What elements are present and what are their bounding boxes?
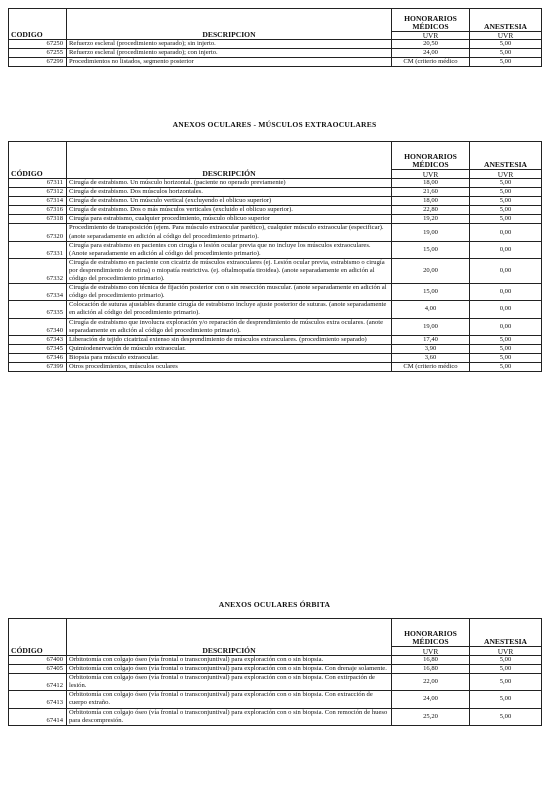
table-row	[9, 258, 542, 283]
anesthesia-value: 0,00	[470, 301, 542, 318]
table-row	[9, 49, 542, 58]
procedures-table-1	[8, 8, 542, 67]
description-header: DESCRIPCION	[67, 9, 392, 40]
procedure-description: Refuerzo escleral (procedimiento separado); sin injerto.	[67, 40, 392, 49]
fee-value: 24,00	[392, 49, 470, 58]
table-row	[9, 215, 542, 224]
procedure-code: 67334	[9, 284, 67, 301]
fees-header: HONORARIOS MÉDICOS	[392, 142, 470, 170]
anesthesia-value: 5,00	[470, 215, 542, 224]
uvr-unit: UVR	[392, 647, 470, 656]
fee-value: 15,00	[392, 241, 470, 258]
procedure-code: 67318	[9, 215, 67, 224]
fee-value: 22,80	[392, 206, 470, 215]
procedure-description: Cirugía para estrabismo en pacientes con cirugía o lesión ocular previa que no incluye los músculos extraoculares. (Anote separadamente en adición al código del procedimiento primario).	[67, 241, 392, 258]
procedure-code: 67340	[9, 318, 67, 335]
fee-value: 3,60	[392, 353, 470, 362]
table-row	[9, 344, 542, 353]
fee-value: 15,00	[392, 284, 470, 301]
fee-value: 24,00	[392, 691, 470, 708]
procedure-description: Quimiodenervación de músculo extraocular.	[67, 344, 392, 353]
anesthesia-header: ANESTESIA	[470, 9, 542, 32]
procedure-code: 67316	[9, 206, 67, 215]
anesthesia-value: 5,00	[470, 691, 542, 708]
procedure-code: 67311	[9, 179, 67, 188]
table-row	[9, 362, 542, 371]
fee-value: CM (criterio médico	[392, 58, 470, 67]
procedure-code: 67399	[9, 362, 67, 371]
anesthesia-header: ANESTESIA	[470, 619, 542, 647]
fee-value: 22,00	[392, 674, 470, 691]
anesthesia-header: ANESTESIA	[470, 142, 542, 170]
procedure-code: 67335	[9, 301, 67, 318]
anesthesia-value: 0,00	[470, 318, 542, 335]
procedure-description: Otros procedimientos, músculos oculares	[67, 362, 392, 371]
description-header: DESCRIPCIÓN	[67, 619, 392, 656]
anesthesia-value: 5,00	[470, 353, 542, 362]
procedure-description: Biopsia para músculo extraocular.	[67, 353, 392, 362]
table-row	[9, 656, 542, 665]
fee-value: 25,20	[392, 708, 470, 725]
table-row	[9, 353, 542, 362]
anesthesia-value: 5,00	[470, 206, 542, 215]
anesthesia-value: 0,00	[470, 241, 542, 258]
fee-value: 16,80	[392, 665, 470, 674]
anesthesia-value: 5,00	[470, 344, 542, 353]
procedure-description: Orbitotomía con colgajo óseo (vía frontal o transconjuntival) para exploración con o sin biopsia.	[67, 656, 392, 665]
fee-value: CM (criterio médico	[392, 362, 470, 371]
table-row	[9, 179, 542, 188]
fee-value: 17,40	[392, 335, 470, 344]
table-row	[9, 284, 542, 301]
anesthesia-value: 5,00	[470, 665, 542, 674]
table-row	[9, 301, 542, 318]
table-row	[9, 708, 542, 725]
table-row	[9, 691, 542, 708]
procedure-code: 67413	[9, 691, 67, 708]
procedure-code: 67412	[9, 674, 67, 691]
description-header: DESCRIPCIÓN	[67, 142, 392, 179]
anesthesia-value: 5,00	[470, 708, 542, 725]
fee-value: 20,00	[392, 258, 470, 283]
procedure-code: 67400	[9, 656, 67, 665]
procedure-description: Cirugía de estrabismo que involucra exploración y/o reparación de desprendimiento de músculos extra oculares. (anote separadamente en adición al código del procedimiento primario).	[67, 318, 392, 335]
table-row	[9, 188, 542, 197]
procedure-description: Procedimientos no listados, segmento posterior	[67, 58, 392, 67]
section-title-orbit: ANEXOS OCULARES ÓRBITA	[218, 600, 331, 609]
code-header: CÓDIGO	[9, 619, 67, 656]
procedure-description: Orbitotomía con colgajo óseo (vía frontal o transconjuntival) para exploración con o sin biopsia. Con remoción de hueso para descompresión.	[67, 708, 392, 725]
table-row	[9, 58, 542, 67]
procedure-code: 67312	[9, 188, 67, 197]
uvr-unit: UVR	[470, 32, 542, 40]
procedure-description: Procedimiento de transposición (ejem. Para músculo extraocular parético), cualquier músculo extraocular (especificar). (anote separadamente en adición al código del procedimiento primario).	[67, 224, 392, 241]
procedure-description: Cirugía para estrabismo, cualquier procedimiento, músculo oblicuo superior	[67, 215, 392, 224]
fees-header: HONORARIOS MÉDICOS	[392, 619, 470, 647]
procedure-code: 67320	[9, 224, 67, 241]
section-title-muscles: ANEXOS OCULARES - MÚSCULOS EXTRAOCULARES	[172, 120, 377, 129]
procedure-description: Cirugía de estrabismo. Dos músculos horizontales.	[67, 188, 392, 197]
procedure-code: 67405	[9, 665, 67, 674]
anesthesia-value: 5,00	[470, 188, 542, 197]
procedure-description: Refuerzo escleral (procedimiento separado); con injerto.	[67, 49, 392, 58]
anesthesia-value: 0,00	[470, 224, 542, 241]
anesthesia-value: 0,00	[470, 284, 542, 301]
procedure-description: Cirugía de estrabismo. Dos o más músculos verticales (excluido el oblicuo superior).	[67, 206, 392, 215]
anesthesia-value: 5,00	[470, 58, 542, 67]
procedure-code: 67346	[9, 353, 67, 362]
table-row	[9, 335, 542, 344]
fees-header: HONORARIOS MÉDICOS	[392, 9, 470, 32]
anesthesia-value: 5,00	[470, 335, 542, 344]
procedure-code: 67255	[9, 49, 67, 58]
procedure-code: 67343	[9, 335, 67, 344]
anesthesia-value: 5,00	[470, 362, 542, 371]
uvr-unit: UVR	[392, 32, 470, 40]
procedure-description: Cirugía de estrabismo en paciente con cicatriz de músculos extraoculares (ej. Lesión ocular previa, estrabismo o cirugía por desprendimiento de retina) o miopatía restrictiva. (ej. oftalmopatía tiroidea). (anote separadamente en adición al código del procedimiento primario).	[67, 258, 392, 283]
procedure-code: 67299	[9, 58, 67, 67]
procedure-description: Colocación de suturas ajustables durante cirugía de estrabismo incluye ajuste posterior de suturas. (anote separadamente en adición al código del procedimiento primario).	[67, 301, 392, 318]
fee-value: 19,00	[392, 224, 470, 241]
table-row	[9, 40, 542, 49]
fee-value: 4,00	[392, 301, 470, 318]
procedure-description: Orbitotomía con colgajo óseo (vía frontal o transconjuntival) para exploración con o sin biopsia. Con drenaje solamente.	[67, 665, 392, 674]
fee-value: 19,20	[392, 215, 470, 224]
anesthesia-value: 5,00	[470, 674, 542, 691]
procedure-description: Orbitotomía con colgajo óseo (vía frontal o transconjuntival) para exploración con o sin biopsia. Con extirpación de lesión.	[67, 674, 392, 691]
fee-value: 18,00	[392, 197, 470, 206]
procedure-code: 67332	[9, 258, 67, 283]
uvr-unit: UVR	[470, 647, 542, 656]
table-row	[9, 197, 542, 206]
anesthesia-value: 5,00	[470, 49, 542, 58]
table-row	[9, 665, 542, 674]
code-header: CÓDIGO	[9, 142, 67, 179]
procedure-code: 67414	[9, 708, 67, 725]
procedure-description: Liberación de tejido cicatrizal extenso sin desprendimiento de músculos extraoculares. (procedimiento separado)	[67, 335, 392, 344]
fee-value: 20,50	[392, 40, 470, 49]
procedure-code: 67250	[9, 40, 67, 49]
code-header: CODIGO	[9, 9, 67, 40]
fee-value: 16,80	[392, 656, 470, 665]
fee-value: 18,00	[392, 179, 470, 188]
procedure-description: Cirugía de estrabismo con técnica de fijación posterior con o sin resección muscular. (anote separadamente en adición al código del procedimiento primario).	[67, 284, 392, 301]
fee-value: 21,60	[392, 188, 470, 197]
procedures-table-3	[8, 618, 542, 726]
anesthesia-value: 5,00	[470, 197, 542, 206]
procedure-code: 67314	[9, 197, 67, 206]
anesthesia-value: 0,00	[470, 258, 542, 283]
uvr-unit: UVR	[470, 170, 542, 179]
table-row	[9, 241, 542, 258]
procedure-description: Cirugía de estrabismo. Un músculo horizontal. (paciente no operado previamente)	[67, 179, 392, 188]
procedure-description: Orbitotomía con colgajo óseo (vía frontal o transconjuntival) para exploración con o sin biopsia. Con extracción de cuerpo extraño.	[67, 691, 392, 708]
fee-value: 3,90	[392, 344, 470, 353]
fee-value: 19,00	[392, 318, 470, 335]
table-row	[9, 224, 542, 241]
table-row	[9, 318, 542, 335]
anesthesia-value: 5,00	[470, 40, 542, 49]
anesthesia-value: 5,00	[470, 656, 542, 665]
procedure-code: 67345	[9, 344, 67, 353]
table-row	[9, 206, 542, 215]
anesthesia-value: 5,00	[470, 179, 542, 188]
procedures-table-2	[8, 141, 542, 372]
procedure-code: 67331	[9, 241, 67, 258]
procedure-description: Cirugía de estrabismo. Un músculo vertical (excluyendo el oblicuo superior)	[67, 197, 392, 206]
table-row	[9, 674, 542, 691]
uvr-unit: UVR	[392, 170, 470, 179]
